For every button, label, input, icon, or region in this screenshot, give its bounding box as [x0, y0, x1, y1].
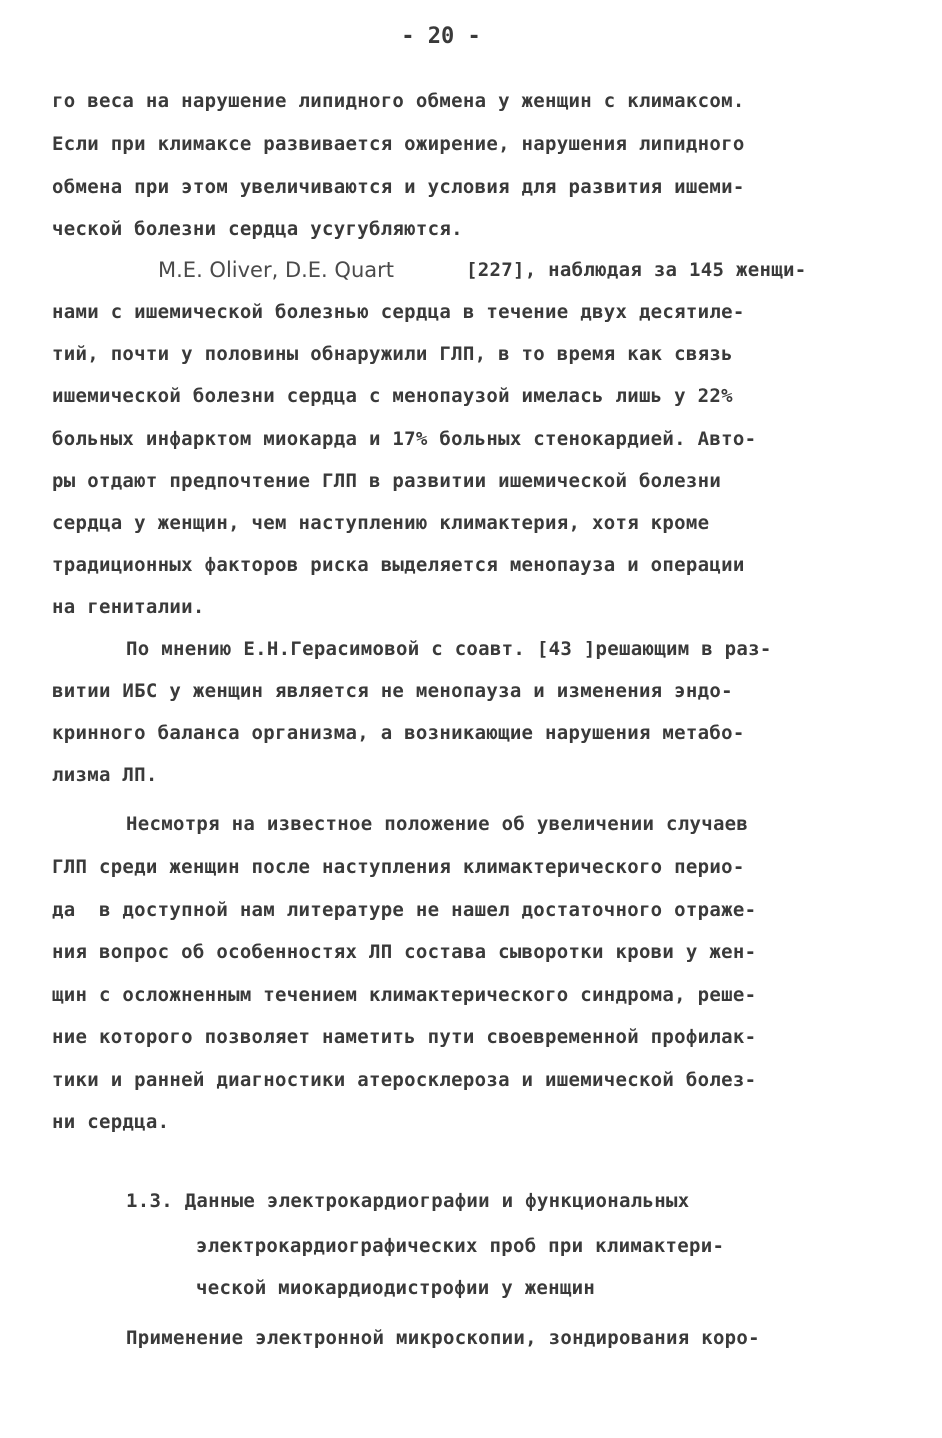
text-line: витии ИБС у женщин является не менопауза и изменения эндо- [52, 680, 733, 702]
text-line: Применение электронной микроскопии, зондирования коро- [126, 1327, 760, 1349]
text-line: [227], наблюдая за 145 женщи- [466, 259, 807, 281]
text-line: кринного баланса организма, а возникающие нарушения метабо- [52, 722, 745, 744]
text-line: ния вопрос об особенностях ЛП состава сыворотки крови у жен- [52, 941, 757, 963]
text-line: ишемической болезни сердца с менопаузой имелась лишь у 22% [52, 385, 733, 407]
text-line: тий, почти у половины обнаружили ГЛП, в то время как связь [52, 343, 733, 365]
section-heading: ческой миокардиодистрофии у женщин [196, 1277, 596, 1299]
text-line: По мнению Е.Н.Герасимовой с соавт. [43 ]решающим в раз- [126, 638, 772, 660]
handwritten-authors: M.E. Oliver, D.E. Quart [158, 258, 394, 282]
text-line: тики и ранней диагностики атеросклероза и ишемической болез- [52, 1069, 757, 1091]
section-heading: 1.3. Данные электрокардиографии и функциональных [126, 1190, 690, 1212]
text-line: лизма ЛП. [52, 764, 158, 786]
text-line: Несмотря на известное положение об увеличении случаев [126, 813, 749, 835]
text-line: ние которого позволяет наметить пути своевременной профилак- [52, 1026, 757, 1048]
text-line: нами с ишемической болезнью сердца в течение двух десятиле- [52, 301, 745, 323]
text-line: больных инфарктом миокарда и 17% больных стенокардией. Авто- [52, 428, 757, 450]
page-number: - 20 - [401, 24, 481, 49]
text-line: щин с осложненным течением климактерического синдрома, реше- [52, 984, 757, 1006]
text-line: ры отдают предпочтение ГЛП в развитии ишемической болезни [52, 470, 722, 492]
text-line: Если при климаксе развивается ожирение, нарушения липидного [52, 133, 745, 155]
text-line: ГЛП среди женщин после наступления климактерического перио- [52, 856, 745, 878]
section-heading: электрокардиографических проб при климактери- [196, 1235, 725, 1257]
text-line: на гениталии. [52, 596, 205, 618]
text-line: го веса на нарушение липидного обмена у женщин с климаксом. [52, 90, 745, 112]
text-line: обмена при этом увеличиваются и условия для развития ишеми- [52, 176, 745, 198]
text-line: традиционных факторов риска выделяется менопауза и операции [52, 554, 745, 576]
text-line: да в доступной нам литературе не нашел достаточного отраже- [52, 899, 757, 921]
text-line: сердца у женщин, чем наступлению климактерия, хотя кроме [52, 512, 710, 534]
text-line: ческой болезни сердца усугубляются. [52, 218, 463, 240]
text-line: ни сердца. [52, 1111, 170, 1133]
